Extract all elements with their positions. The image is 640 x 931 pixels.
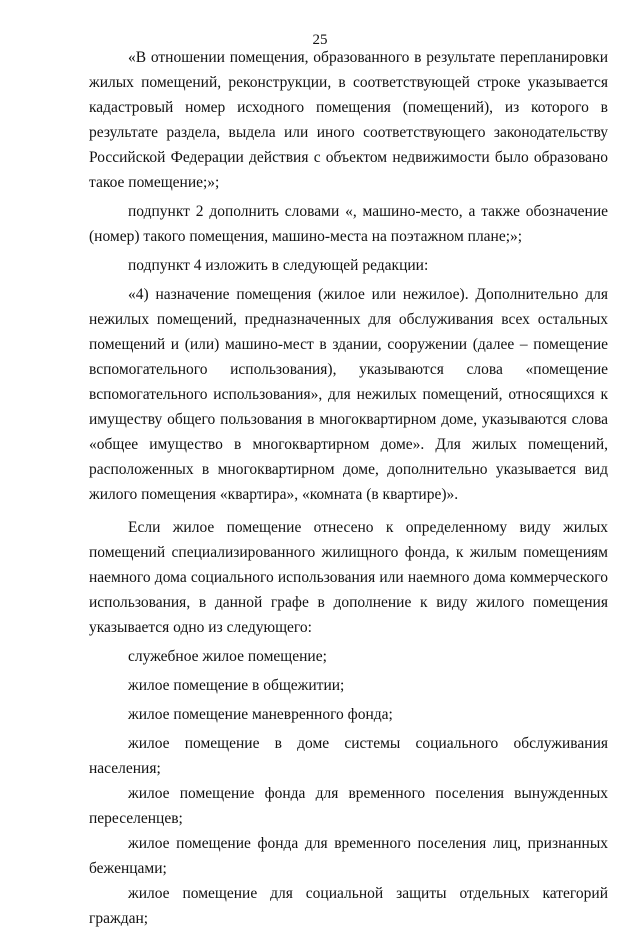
- page-number: 25: [312, 32, 328, 48]
- document-body: [89, 45, 608, 931]
- list-item-maneuver-fund: жилое помещение маневренного фонда;: [128, 706, 393, 723]
- list-item-social-protection: жилое помещение для социальной защиты отдельных категорий граждан;: [89, 885, 608, 927]
- list-item-service-housing: служебное жилое помещение;: [128, 648, 327, 665]
- paragraph-subpoint-4-text: «4) назначение помещения (жилое или нежилое). Дополнительно для нежилых помещений, предназначенных для обслуживания всех остальных помещений и (или) машино-мест в здании, сооружении (далее – помещение вспомогательного использования), указываются слова «помещение вспомогательного использования», для нежилых помещений, относящихся к имуществу общего пользования в многоквартирном доме, указываются слова «общее имущество в многоквартирном доме». Для жилых помещений, расположенных в многоквартирном доме, дополнительно указывается вид жилого помещения «квартира», «комната (в квартире)».: [89, 286, 608, 503]
- paragraph-subpoint-2: подпункт 2 дополнить словами «, машино-место, а также обозначение (номер) такого помещения, машино-места на поэтажном плане;»;: [89, 203, 608, 245]
- list-item-refugees: жилое помещение фонда для временного поселения лиц, признанных беженцами;: [89, 835, 608, 877]
- list-item-social-service-home: жилое помещение в доме системы социального обслуживания населения;: [89, 735, 608, 777]
- list-item-dormitory: жилое помещение в общежитии;: [128, 677, 345, 694]
- paragraph-redevelopment-clause: «В отношении помещения, образованного в результате перепланировки жилых помещений, реконструкции, в соответствующей строке указывается кадастровый номер исходного помещения (помещений), из которого в результате раздела, выдела или иного соответствующего законодательству Российской Федерации действия с объектом недвижимости было образовано такое помещение;»;: [89, 49, 608, 191]
- paragraph-specialized-housing: Если жилое помещение отнесено к определенному виду жилых помещений специализированного жилищного фонда, к жилым помещениям наемного дома социального использования или наемного дома коммерческого использования, в данной графе в дополнение к виду жилого помещения указывается одно из следующего:: [89, 519, 608, 636]
- paragraph-subpoint-4-intro: подпункт 4 изложить в следующей редакции:: [128, 257, 429, 274]
- list-item-forced-migrants: жилое помещение фонда для временного поселения вынужденных переселенцев;: [89, 785, 608, 827]
